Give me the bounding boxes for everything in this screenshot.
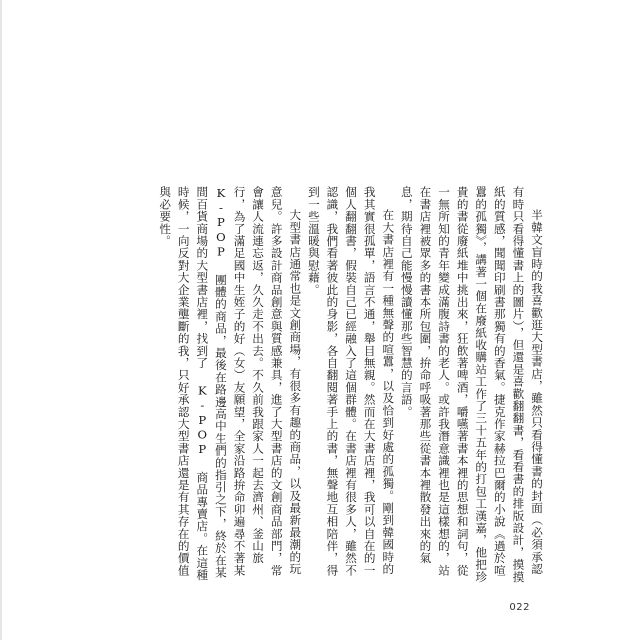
paragraph-2: 在大書店裡有一種無聲的喧囂，以及恰到好處的孤獨。剛到韓國時的我其實很孤單，語言不通，舉目無親。然而在大書店裡，我可以自在的一個人翻翻書，假裝自己已經融入了這個群體。在書店裡有很多人，雖然不認識，我們看著彼此的身影，各自翻閱著手上的書，無聲地互相陪伴，得到一些溫暖與慰藉。 <box>306 186 396 577</box>
body-text <box>96 186 546 584</box>
paragraph-1: 半韓文盲時的我喜歡逛大型書店，雖然只看得懂書的封面（必須承認有時只看得懂書上的圖片），但還是喜歡翻翻書，看看書的排版設計，摸摸紙的質感，聞聞印刷書那獨有的香氣。捷克作家赫拉巴爾的小說《過於喧囂的孤獨》，講著一個在廢紙收購站工作了三十五年的打包工漢嘉，他把珍貴的書從廢紙堆中挑出來，狂飲著啤酒，嚼嚥著書本裡的思想和詞句，從一無所知的青年變成滿腹詩書的老人。或許我潛意識裡也是這樣想的，站在書店裡被眾多的書本所包圍，拚命呼吸著那些從書本裡散發出來的氣息，期待自己能慢慢讀懂那些智慧的言語。 <box>399 186 544 583</box>
page-edge <box>0 0 2 640</box>
page-number: 022 <box>509 602 530 613</box>
paragraph-3: 大型書店通常也是文創商場，有很多有趣的商品，以及最新最潮的玩意兒。許多設計商品創意與質感兼具，進了大型書店的文創商品部門，常會讓人流連忘返，久久走不出去。不久前我跟家人一起去濟州、釜山旅行，為了滿足國中生姪子的好（女）友願望，全家沿路拚命卯遍尋不著某 K-POP 團體的商品，最後在路邊高中生們的指引之下，終於在某間百貨商場的大型書店裡，找到了 K-POP 商品專賣店。在這種時候，一向反對大企業壟斷的我，只好承認大型書店還是有其存在的價值與必要性。 <box>158 186 303 581</box>
